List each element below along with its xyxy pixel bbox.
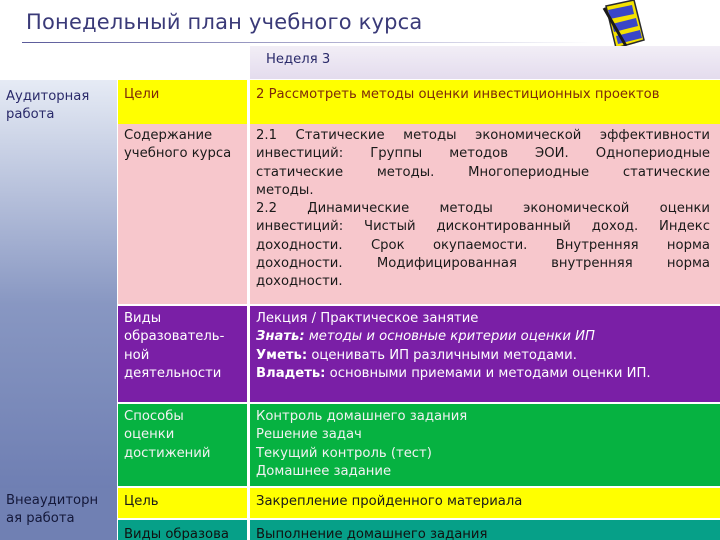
content-line: инвестиций: Группы методов ЭОИ. Однопериодные <box>256 146 710 162</box>
content-line: 2.2 Динамические методы экономической оценки <box>256 201 710 217</box>
row-label-assessment <box>118 404 247 486</box>
activity-format: Лекция / Практическое занятие <box>256 311 479 326</box>
label-line: Способы <box>124 409 184 424</box>
content-line: статические методы. Многопериодные статические <box>256 164 710 180</box>
row-text-indep-goal: Закрепление пройденного материала <box>250 488 720 518</box>
label-line: оценки <box>124 427 175 443</box>
section-label: работа <box>6 107 55 123</box>
section-label: Внеаудиторн <box>6 493 99 508</box>
label-line: деятельности <box>124 365 222 381</box>
assessment-line: Домашнее задание <box>256 463 392 479</box>
can-line <box>256 347 710 365</box>
assessment-line: Текущий контроль (тест) <box>256 445 432 461</box>
assessment-line: Решение задач <box>256 427 362 443</box>
row-text-assessment <box>250 404 720 486</box>
label-line: Виды <box>124 311 162 326</box>
row-label-activities <box>118 306 247 402</box>
section-classroom-work <box>0 80 117 488</box>
row-label-goals: Цели <box>118 80 247 124</box>
row-text-goals: 2 Рассмотреть методы оценки инвестиционных проектов <box>250 80 720 124</box>
week-header: Неделя 3 <box>250 46 720 79</box>
label-line: учебного курса <box>124 146 232 162</box>
can-text: оценивать ИП различными методами. <box>307 347 577 363</box>
page-title: Понедельный план учебного курса <box>26 10 423 34</box>
label-line: образователь- <box>124 329 225 345</box>
row-text-content <box>250 124 720 304</box>
content-line: доходности. Срок окупаемости. Внутренняя норма <box>256 237 710 253</box>
assessment-line: Контроль домашнего задания <box>256 409 468 424</box>
section-label: Аудиторная <box>6 89 90 104</box>
section-independent-work <box>0 488 117 540</box>
row-text-indep-activity: Выполнение домашнего задания <box>250 520 720 540</box>
label-line: ной <box>124 347 150 363</box>
content-line: доходности. Модифицированная внутренняя норма <box>256 256 710 272</box>
know-line <box>256 328 710 346</box>
master-line <box>256 365 710 383</box>
pencil-notebook-icon <box>596 0 648 50</box>
content-line: доходности. <box>256 274 343 290</box>
title-underline <box>22 42 592 43</box>
row-label-content <box>118 124 247 304</box>
content-line: методы. <box>256 182 314 198</box>
know-text: методы и основные критерии оценки ИП <box>304 329 595 345</box>
master-text: основными приемами и методами оценки ИП. <box>325 365 651 381</box>
row-label-indep-activity: Виды образова <box>118 520 247 540</box>
master-label: Владеть: <box>256 365 326 381</box>
row-label-indep-goal: Цель <box>118 488 247 518</box>
section-label: ая работа <box>6 511 75 527</box>
know-label: Знать: <box>256 329 305 345</box>
content-line: инвестиций: Чистый дисконтированный доход. Индекс <box>256 219 710 235</box>
content-line: 2.1 Статические методы экономической эффективности <box>256 128 710 143</box>
can-label: Уметь: <box>256 347 308 363</box>
label-line: Содержание <box>124 128 213 143</box>
row-text-activities <box>250 306 720 402</box>
label-line: достижений <box>124 445 211 461</box>
